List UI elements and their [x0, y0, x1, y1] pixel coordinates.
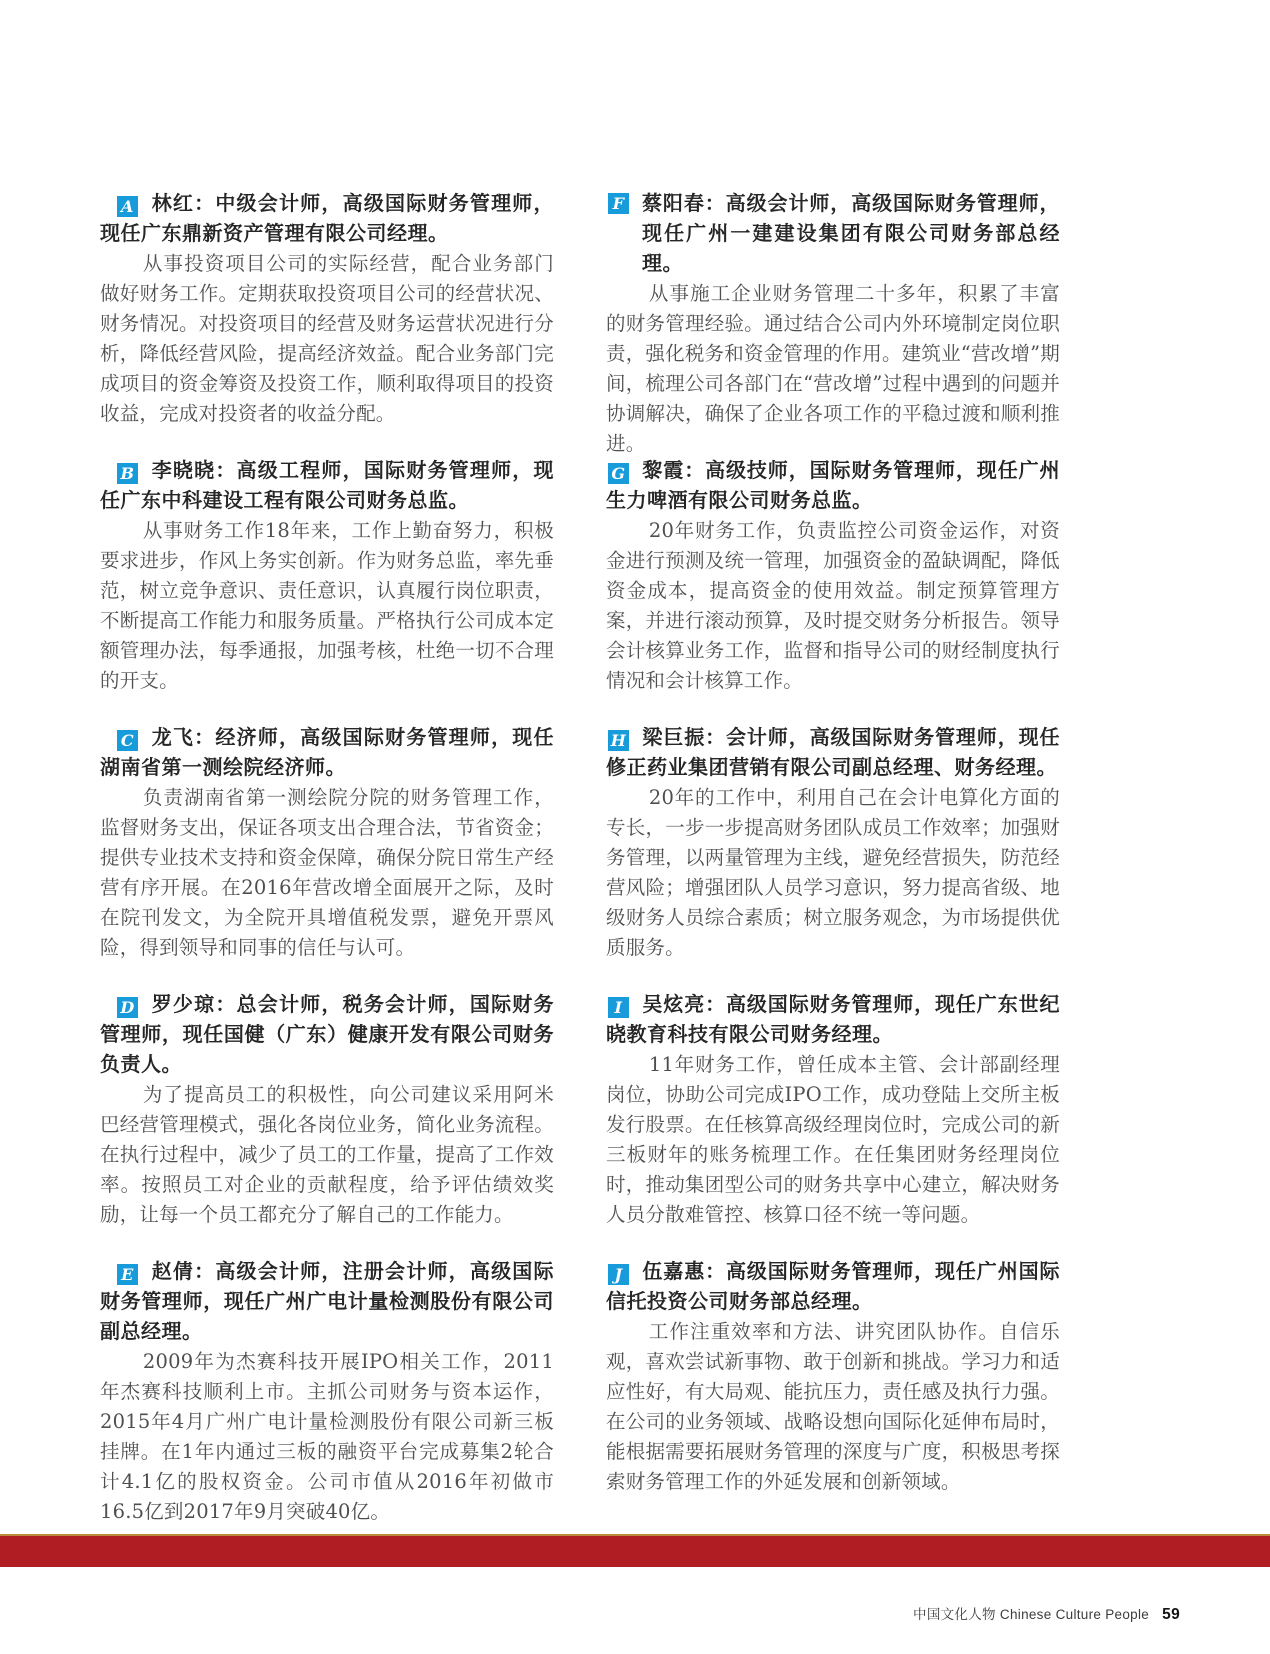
- left-column: [100, 189, 554, 1524]
- section-body: 20年财务工作，负责监控公司资金运作，对资金进行预测及统一管理，加强资金的盈缺调配，降低资金成本，提高资金的使用效益。制定预算管理方案，并进行滚动预算，及时提交财务分析报告。领导会计核算业务工作，监督和指导公司的财经制度执行情况和会计核算工作。: [606, 519, 1060, 692]
- profile-entry-e: [100, 1257, 554, 1524]
- section-heading-text: 林红：中级会计师，高级国际财务管理师，现任广东鼎新资产管理有限公司经理。: [100, 193, 554, 245]
- section-heading-text: 黎霞：高级技师，国际财务管理师，现任广州生力啤酒有限公司财务总监。: [606, 460, 1060, 512]
- section-body: 20年的工作中，利用自己在会计电算化方面的专长，一步一步提高财务团队成员工作效率；加强财务管理，以两量管理为主线，避免经营损失，防范经营风险；增强团队人员学习意识，努力提高省级、地级财务人员综合素质；树立服务观念，为市场提供优质服务。: [606, 786, 1060, 959]
- profile-entry-f: [606, 189, 1060, 456]
- section-label-badge: B: [117, 463, 138, 484]
- section-heading: [606, 1257, 1060, 1317]
- section-body: 为了提高员工的积极性，向公司建议采用阿米巴经营管理模式，强化各岗位业务，简化业务流程。在执行过程中，减少了员工的工作量，提高了工作效率。按照员工对企业的贡献程度，给予评估绩效奖励，让每一个员工都充分了解自己的工作能力。: [100, 1083, 554, 1226]
- section-heading-text: 罗少琼：总会计师，税务会计师，国际财务管理师，现任国健（广东）健康开发有限公司财务负责人。: [100, 994, 554, 1076]
- section-body: 2009年为杰赛科技开展IPO相关工作，2011年杰赛科技顺利上市。主抓公司财务与资本运作，2015年4月广州广电计量检测股份有限公司新三板挂牌。在1年内通过三板的融资平台完成募集2轮合计4.1亿的股权资金。公司市值从2016年初做市16.5亿到2017年9月突破40亿。: [100, 1350, 554, 1523]
- section-heading: [606, 189, 1060, 279]
- section-body: 工作注重效率和方法、讲究团队协作。自信乐观，喜欢尝试新事物、敢于创新和挑战。学习力和适应性好，有大局观、能抗压力，责任感及执行力强。在公司的业务领域、战略设想向国际化延伸布局时，能根据需要拓展财务管理的深度与广度，积极思考探索财务管理工作的外延发展和创新领域。: [606, 1320, 1060, 1493]
- section-heading-text: 梁巨振：会计师，高级国际财务管理师，现任修正药业集团营销有限公司副总经理、财务经理。: [606, 727, 1060, 779]
- page-number: 59: [1162, 1606, 1180, 1623]
- section-heading: [606, 456, 1060, 516]
- profile-entry-b: [100, 456, 554, 723]
- journal-title-en: Chinese Culture People: [999, 1607, 1150, 1622]
- profile-entry-c: [100, 723, 554, 990]
- section-body: 11年财务工作，曾任成本主管、会计部副经理岗位，协助公司完成IPO工作，成功登陆上交所主板发行股票。在任核算高级经理岗位时，完成公司的新三板财年的账务梳理工作。在任集团财务经理岗位时，推动集团型公司的财务共享中心建立，解决财务人员分散难管控、核算口径不统一等问题。: [606, 1053, 1060, 1226]
- section-heading: [606, 990, 1060, 1050]
- section-heading-text: 龙飞：经济师，高级国际财务管理师，现任湖南省第一测绘院经济师。: [100, 727, 554, 779]
- section-label-badge: E: [117, 1264, 138, 1285]
- profile-entry-h: [606, 723, 1060, 990]
- section-label-badge: G: [608, 463, 629, 484]
- section-heading: [100, 723, 554, 783]
- section-body: 负责湖南省第一测绘院分院的财务管理工作，监督财务支出，保证各项支出合理合法，节省资金；提供专业技术支持和资金保障，确保分院日常生产经营有序开展。在2016年营改增全面展开之际，及时在院刊发文，为全院开具增值税发票，避免开票风险，得到领导和同事的信任与认可。: [100, 786, 554, 959]
- section-label-badge: F: [608, 193, 629, 214]
- profile-entry-d: [100, 990, 554, 1257]
- section-body: 从事投资项目公司的实际经营，配合业务部门做好财务工作。定期获取投资项目公司的经营状况、财务情况。对投资项目的经营及财务运营状况进行分析，降低经营风险，提高经济效益。配合业务部门完成项目的资金筹资及投资工作，顺利取得项目的投资收益，完成对投资者的收益分配。: [100, 252, 554, 425]
- section-heading-text: 蔡阳春：高级会计师，高级国际财务管理师，现任广州一建建设集团有限公司财务部总经理。: [642, 193, 1060, 275]
- section-body: 从事施工企业财务管理二十多年，积累了丰富的财务管理经验。通过结合公司内外环境制定岗位职责，强化税务和资金管理的作用。建筑业“营改增”期间，梳理公司各部门在“营改增”过程中遇到的问题并协调解决，确保了企业各项工作的平稳过渡和顺利推进。: [606, 282, 1060, 455]
- section-label-badge: H: [608, 730, 629, 751]
- section-heading: [606, 723, 1060, 783]
- journal-title-cn: 中国文化人物: [913, 1607, 996, 1622]
- section-heading-text: 李晓晓：高级工程师，国际财务管理师，现任广东中科建设工程有限公司财务总监。: [100, 460, 554, 512]
- section-heading: [100, 1257, 554, 1347]
- section-label-badge: A: [117, 196, 138, 217]
- profile-entry-i: [606, 990, 1060, 1257]
- section-label-badge: J: [608, 1264, 629, 1285]
- profile-entry-g: [606, 456, 1060, 723]
- footer-red-bar: [0, 1534, 1270, 1567]
- section-heading-text: 赵倩：高级会计师，注册会计师，高级国际财务管理师，现任广州广电计量检测股份有限公司副总经理。: [100, 1261, 554, 1343]
- section-label-badge: I: [608, 997, 629, 1018]
- section-label-badge: C: [117, 730, 138, 751]
- section-heading-text: 伍嘉惠：高级国际财务管理师，现任广州国际信托投资公司财务部总经理。: [606, 1261, 1060, 1313]
- right-column: [606, 189, 1060, 1524]
- section-label-badge: D: [117, 997, 138, 1018]
- section-heading: [100, 456, 554, 516]
- section-heading-text: 吴炫亮：高级国际财务管理师，现任广东世纪晓教育科技有限公司财务经理。: [606, 994, 1060, 1046]
- footer: [913, 1603, 1180, 1624]
- section-heading: [100, 189, 554, 249]
- profile-entry-a: [100, 189, 554, 456]
- section-body: 从事财务工作18年来，工作上勤奋努力，积极要求进步，作风上务实创新。作为财务总监，率先垂范，树立竞争意识、责任意识，认真履行岗位职责，不断提高工作能力和服务质量。严格执行公司成本定额管理办法，每季通报，加强考核，杜绝一切不合理的开支。: [100, 519, 554, 692]
- section-heading: [100, 990, 554, 1080]
- profile-entry-j: [606, 1257, 1060, 1524]
